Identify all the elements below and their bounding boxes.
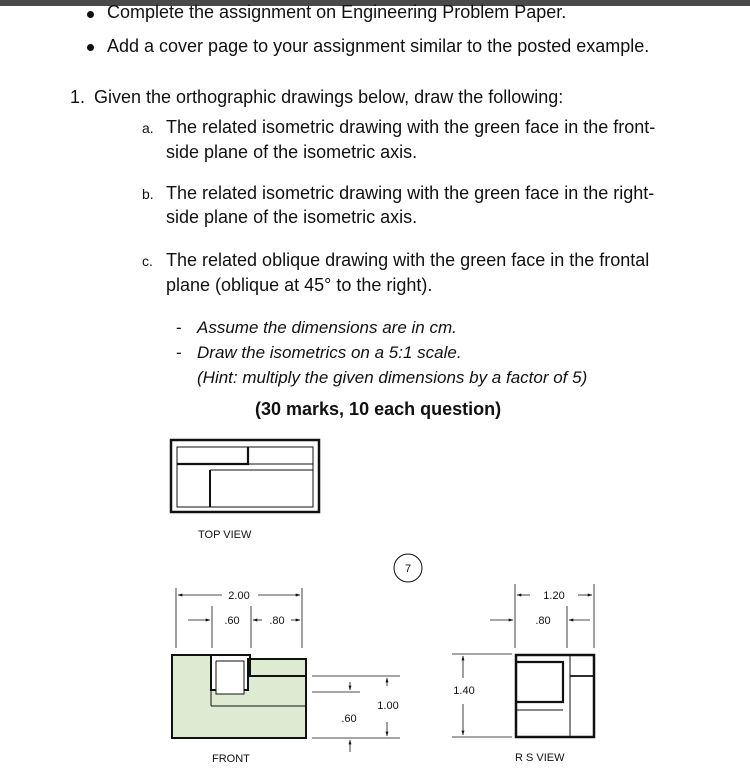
hint-text: (Hint: multiply the given dimensions by a factor of 5)	[197, 368, 588, 387]
marks-text: (30 marks, 10 each question)	[255, 399, 502, 419]
dim-left-offset: .60	[224, 615, 240, 627]
question-number: 1.	[70, 87, 86, 107]
part-line: side plane of the isometric axis.	[166, 207, 418, 227]
part-line: The related isometric drawing with the green face in the right-	[166, 183, 655, 203]
rs-view	[516, 655, 594, 737]
bullet-item: Complete the assignment on Engineering Problem Paper.	[107, 2, 567, 22]
rs-view-label: R S VIEW	[515, 752, 565, 764]
dim-step-height: 1.00	[377, 700, 399, 712]
part-line: side plane of the isometric axis.	[166, 142, 418, 162]
note-item: Assume the dimensions are in cm.	[197, 318, 457, 337]
dim-depth: 1.20	[543, 590, 565, 602]
dim-overall-width: 2.00	[228, 590, 250, 602]
part-line: plane (oblique at 45° to the right).	[166, 275, 433, 295]
note-dash: -	[176, 318, 182, 337]
part-line: The related oblique drawing with the green face in the frontal	[166, 250, 650, 270]
top-view	[171, 440, 319, 512]
question-text: Given the orthographic drawings below, draw the following:	[94, 87, 564, 107]
dim-rs-offset: .80	[535, 615, 551, 627]
dim-step-low: .60	[341, 713, 357, 725]
part-letter: a.	[142, 120, 154, 136]
part-letter: b.	[142, 186, 154, 202]
top-view-label: TOP VIEW	[198, 529, 252, 541]
bullet-item: Add a cover page to your assignment similar to the posted example.	[107, 36, 650, 56]
front-view	[172, 655, 306, 738]
note-dash: -	[176, 343, 182, 362]
dim-middle-width: .80	[269, 615, 285, 627]
part-letter: c.	[142, 253, 153, 269]
note-item: Draw the isometrics on a 5:1 scale.	[197, 343, 462, 362]
dim-height: 1.40	[453, 685, 475, 697]
part-line: The related isometric drawing with the green face in the front-	[166, 117, 656, 137]
front-label: FRONT	[212, 753, 250, 765]
problem-number: 7	[404, 563, 412, 575]
